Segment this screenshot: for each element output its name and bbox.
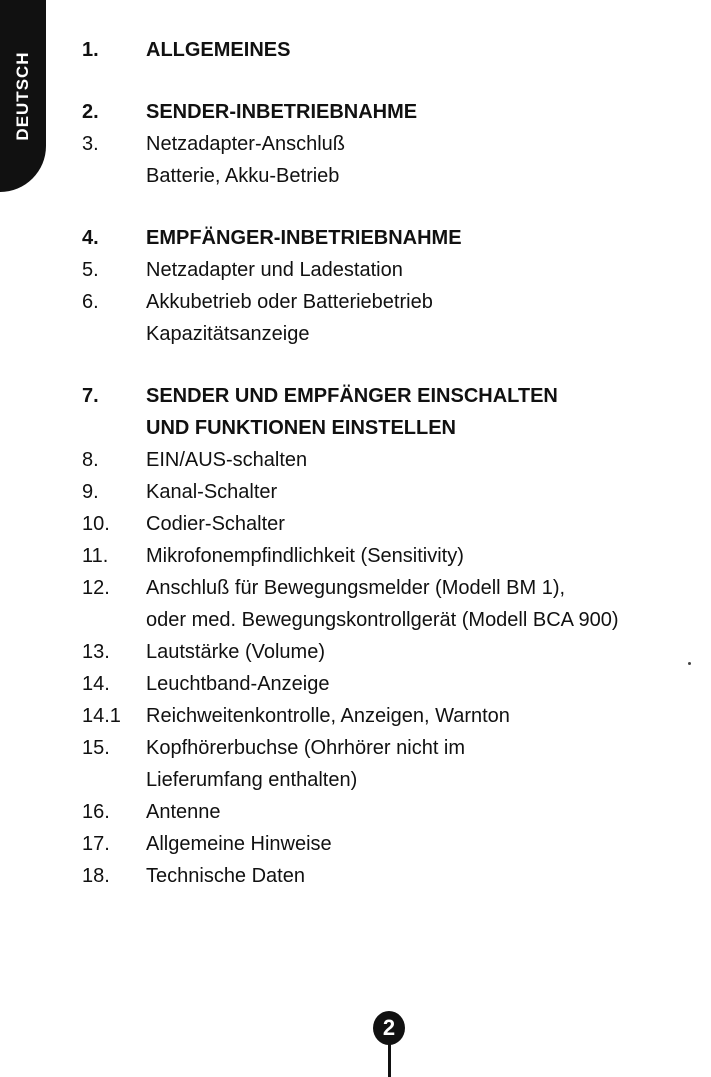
toc-item-number: 13. [82,641,110,663]
toc-item-number: 6. [82,291,99,313]
toc-item-text: Kapazitätsanzeige [146,323,310,345]
toc-heading-title: SENDER-INBETRIEBNAHME [146,101,418,123]
toc-item-number: 16. [82,801,110,823]
toc-item-text: EIN/AUS-schalten [146,449,308,471]
toc-item-number: 5. [82,259,99,281]
toc-item [82,668,704,700]
toc-item-number: 11. [82,545,109,567]
toc-item-text: Lieferumfang enthalten) [146,769,358,791]
toc-heading-title: UND FUNKTIONEN EINSTELLEN [146,417,456,439]
table-of-contents [82,34,704,892]
page-number-badge: 2 [373,1011,405,1045]
toc-heading-title: EMPFÄNGER-INBETRIEBNAHME [146,227,462,249]
toc-item-text: Leuchtband-Anzeige [146,673,330,695]
toc-item [82,286,704,350]
toc-heading [82,380,704,444]
toc-item [82,700,704,732]
toc-item-text: Batterie, Akku-Betrieb [146,165,340,187]
toc-item-text: Netzadapter und Ladestation [146,259,403,281]
speck-mark [688,662,691,665]
language-tab [0,0,46,192]
toc-item [82,476,704,508]
toc-item-text: Mikrofonempfindlichkeit (Sensitivity) [146,545,464,567]
language-tab-label: DEUTSCH [13,51,32,141]
toc-item-number: 9. [82,481,99,503]
toc-item-text: Anschluß für Bewegungsmelder (Modell BM 1), [146,577,566,599]
toc-heading-title: SENDER UND EMPFÄNGER EINSCHALTEN [146,385,558,407]
toc-item-number: 15. [82,737,110,759]
toc-item [82,540,704,572]
toc-item-number: 10. [82,513,110,535]
toc-heading [82,222,704,254]
toc-item [82,254,704,286]
toc-heading-number: 2. [82,101,99,123]
toc-item-text: Allgemeine Hinweise [146,833,332,855]
toc-item [82,796,704,828]
toc-item-number: 12. [82,577,110,599]
toc-item-text: Reichweitenkontrolle, Anzeigen, Warnton [146,705,510,727]
toc-item [82,860,704,892]
toc-item-text: oder med. Bewegungskontrollgerät (Modell BCA 900) [146,609,619,631]
toc-heading-number: 4. [82,227,99,249]
toc-item [82,828,704,860]
toc-heading [82,34,704,66]
toc-item-text: Kopfhörerbuchse (Ohrhörer nicht im [146,737,466,759]
toc-item-text: Technische Daten [146,865,305,887]
toc-item-number: 17. [82,833,110,855]
page-number-stem [388,1044,391,1077]
toc-heading-title: ALLGEMEINES [146,39,291,61]
toc-item [82,636,704,668]
toc-item-text: Lautstärke (Volume) [146,641,325,663]
toc-item-number: 14. [82,673,110,695]
toc-item [82,572,704,636]
toc-item-number: 18. [82,865,110,887]
toc-item-text: Akkubetrieb oder Batteriebetrieb [146,291,433,313]
toc-item-text: Antenne [146,801,221,823]
toc-item [82,732,704,796]
toc-item-number: 14.1 [82,705,121,727]
toc-item-number: 3. [82,133,99,155]
toc-heading-number: 7. [82,385,99,407]
toc-item [82,128,704,192]
toc-item-text: Kanal-Schalter [146,481,278,503]
toc-item-number: 8. [82,449,99,471]
toc-heading [82,96,704,128]
toc-item [82,444,704,476]
toc-item-text: Netzadapter-Anschluß [146,133,345,155]
toc-item-text: Codier-Schalter [146,513,285,535]
toc-item [82,508,704,540]
toc-heading-number: 1. [82,39,99,61]
